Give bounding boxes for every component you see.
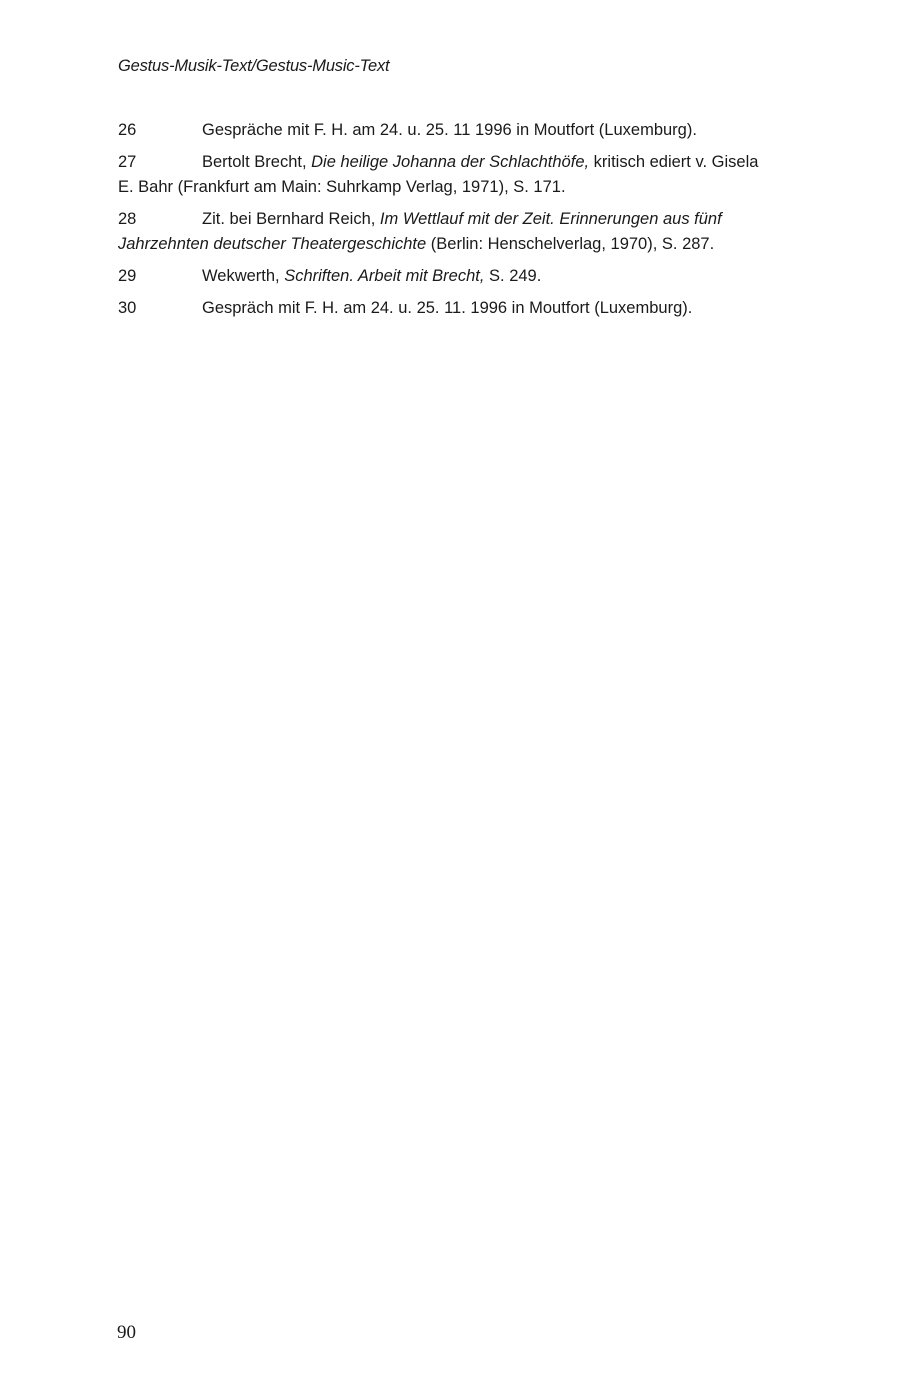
endnote-number: 29	[118, 267, 137, 285]
endnote-text: kritisch ediert v. Gisela E. Bahr (Frankfurt am Main: Suhrkamp Verlag, 1971), S. 171.	[118, 153, 759, 196]
page-number: 90	[117, 1322, 136, 1343]
endnote-text: S. 249.	[484, 267, 542, 285]
endnote-text: Gespräche mit F. H. am 24. u. 25. 11 1996 in Moutfort (Luxemburg).	[202, 121, 697, 139]
endnote-27	[118, 150, 763, 200]
endnote-title-italic: Die heilige Johanna der Schlachthöfe,	[311, 153, 590, 171]
endnote-number: 30	[118, 299, 137, 317]
endnote-text: (Berlin: Henschelverlag, 1970), S. 287.	[426, 235, 715, 253]
endnote-title-italic: Schriften. Arbeit mit Brecht,	[284, 267, 485, 285]
endnote-number: 26	[118, 121, 137, 139]
endnote-number: 27	[118, 153, 137, 171]
endnote-30	[118, 296, 763, 321]
endnotes-list	[118, 118, 763, 328]
endnote-29	[118, 264, 763, 289]
running-header: Gestus-Musik-Text/Gestus-Music-Text	[118, 57, 390, 75]
endnote-text: Gespräch mit F. H. am 24. u. 25. 11. 1996 in Moutfort (Luxemburg).	[202, 299, 693, 317]
endnote-26	[118, 118, 763, 143]
endnote-text: Wekwerth,	[202, 267, 285, 285]
endnote-text: Zit. bei Bernhard Reich,	[202, 210, 380, 228]
endnote-number: 28	[118, 210, 137, 228]
endnote-28	[118, 207, 763, 257]
endnote-title-italic: Im Wettlauf mit der Zeit. Erinnerungen aus fünf Jahrzehnten deutscher Theatergeschichte	[118, 210, 722, 253]
endnote-text: Bertolt Brecht,	[202, 153, 312, 171]
